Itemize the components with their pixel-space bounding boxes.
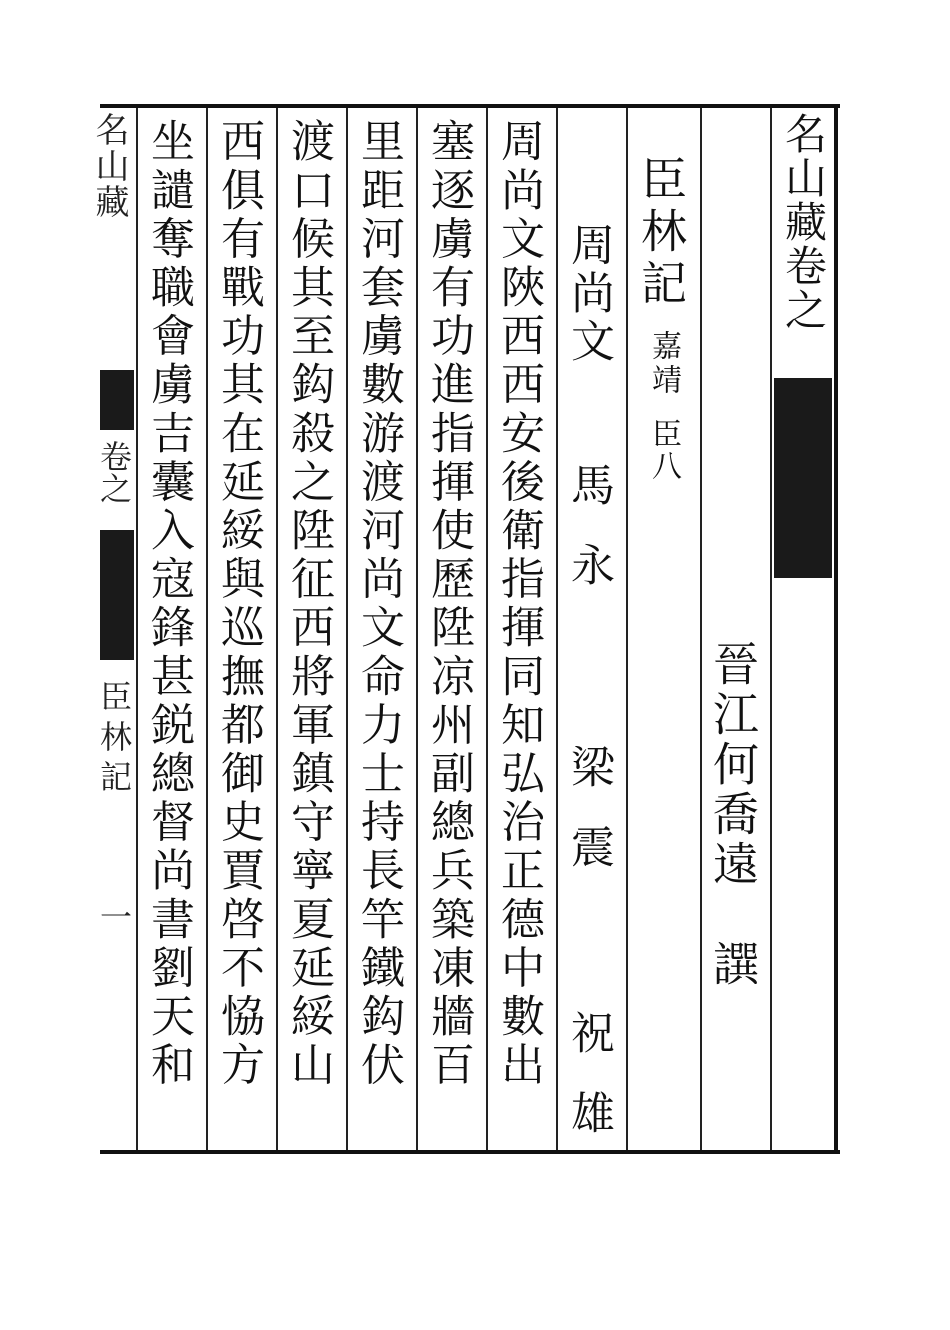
name-3: 梁震 <box>563 744 614 904</box>
column-divider <box>276 108 278 1150</box>
name-4: 祝雄 <box>563 1010 614 1170</box>
body-column-5: 西俱有戰功其在延綏與巡撫都御史賈啓不恊方 <box>213 118 264 1090</box>
name-2: 馬永 <box>563 462 614 622</box>
column-divider <box>556 108 558 1150</box>
right-border <box>834 104 838 1154</box>
section-subtitle: 臣八 <box>646 418 681 482</box>
column-divider <box>346 108 348 1150</box>
body-column-3: 里距河套虜數游渡河尚文命力士持長竿鐵鈎伏 <box>353 118 404 1090</box>
book-title: 名山藏卷之 <box>779 112 828 332</box>
fold-mark-upper <box>100 370 134 430</box>
section-title: 臣林記 <box>634 155 688 311</box>
column-divider <box>486 108 488 1150</box>
fold-page: 一 <box>95 900 133 932</box>
fold-mark-lower <box>100 530 134 660</box>
column-divider <box>416 108 418 1150</box>
author-line: 晉江何喬遠 <box>706 640 760 890</box>
top-border <box>100 104 840 108</box>
body-column-2: 塞逐虜有功進指揮使歷陞凉州副總兵築凍牆百 <box>423 118 474 1090</box>
fold-volume: 卷之 <box>95 440 133 504</box>
body-column-1: 周尚文陜西西安後衛指揮同知弘治正德中數出 <box>493 118 544 1090</box>
fold-section: 臣林記 <box>95 680 133 800</box>
column-divider <box>770 108 772 1150</box>
section-reign: 嘉靖 <box>646 330 681 398</box>
fold-title: 名山藏 <box>89 112 129 220</box>
body-column-4: 渡口候其至鈎殺之陞征西將軍鎮守寧夏延綏山 <box>283 118 334 1090</box>
column-divider <box>136 108 138 1150</box>
bottom-border <box>100 1150 840 1154</box>
column-divider <box>206 108 208 1150</box>
author-role: 譔 <box>706 940 760 986</box>
fishtail-mark <box>774 378 832 578</box>
column-divider <box>700 108 702 1150</box>
body-column-6: 坐譴奪職會虜吉囊入寇鋒甚鋭總督尚書劉天和 <box>143 118 194 1090</box>
column-divider <box>626 108 628 1150</box>
name-1: 周尚文 <box>563 222 614 366</box>
